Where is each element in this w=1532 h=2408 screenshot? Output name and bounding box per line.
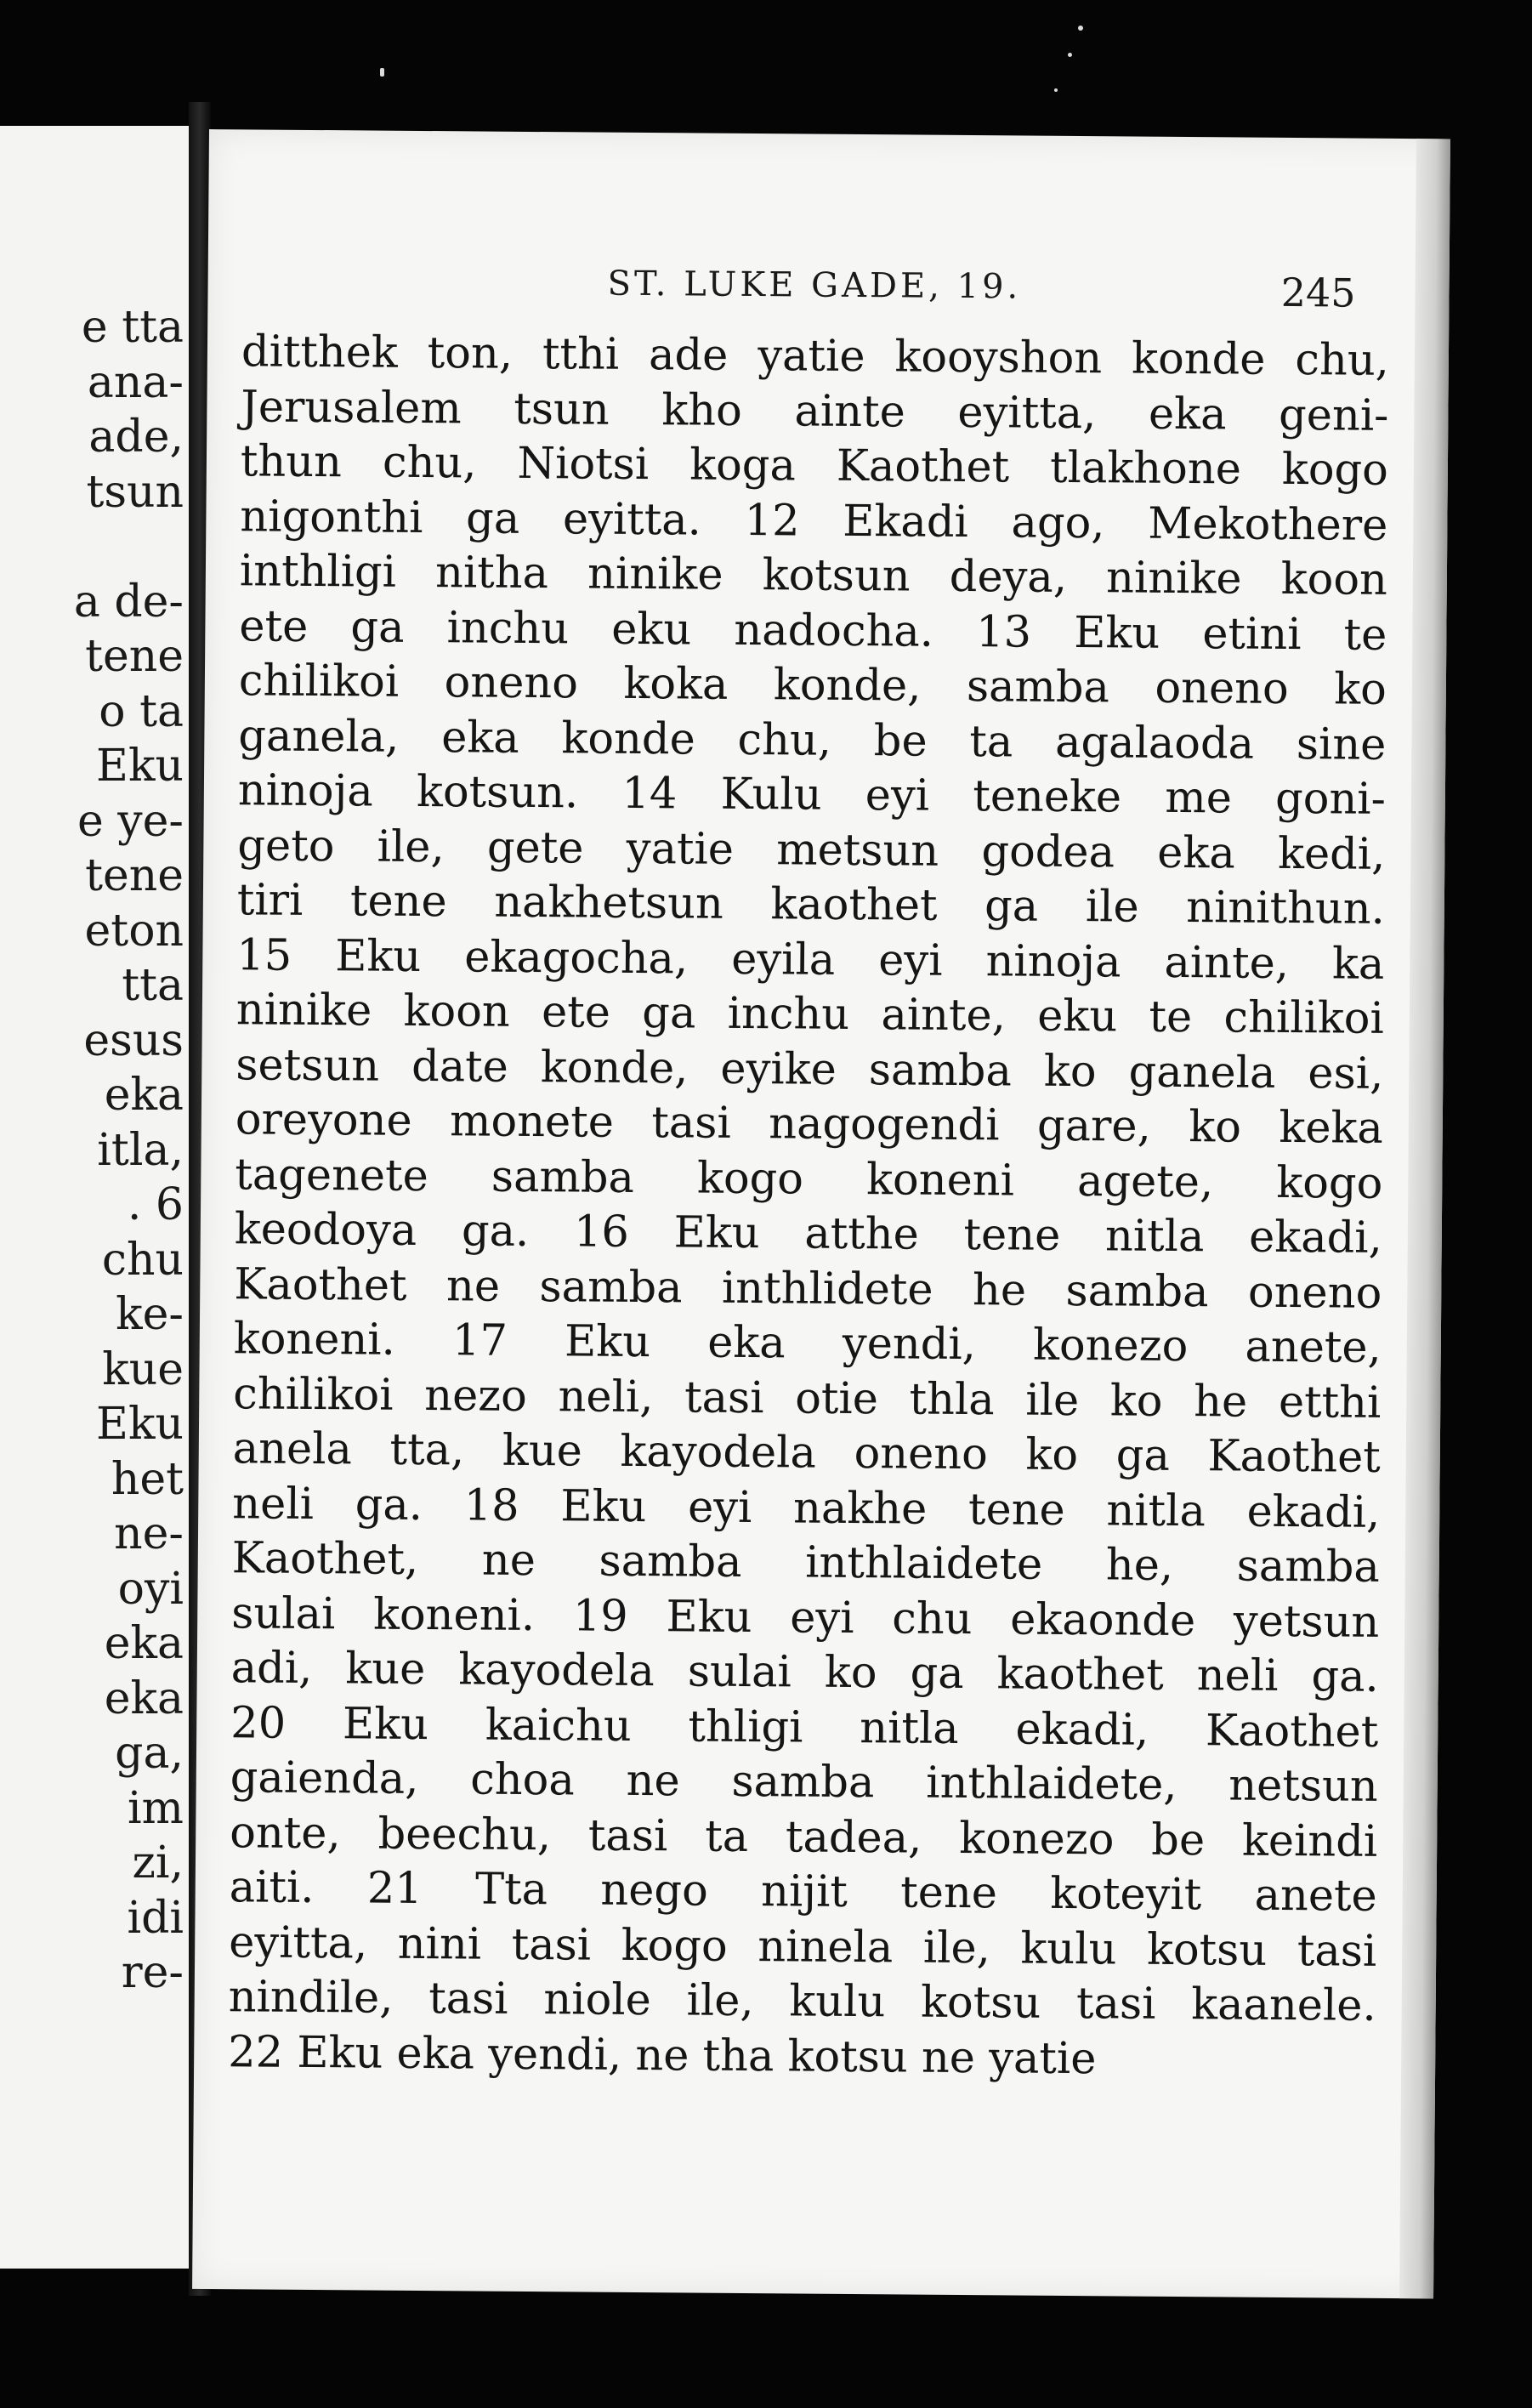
page-edge — [1399, 139, 1450, 2298]
text-line: Kaothet, ne samba inthlaidete he, samba — [231, 1533, 1380, 1593]
previous-page-line: Eku — [96, 1399, 184, 1450]
previous-page-line: ga, — [115, 1728, 184, 1779]
text-line: anela tta, kue kayodela oneno ko ga Kaothet — [232, 1423, 1382, 1483]
text-line: koneni. 17 Eku eka yendi, konezo anete, — [233, 1314, 1382, 1373]
text-line: ninoja kotsun. 14 Kulu eyi teneke me goni- — [237, 765, 1387, 825]
text-line: Jerusalem tsun kho ainte eyitta, eka geni- — [241, 381, 1389, 441]
scan-speck — [1078, 26, 1083, 31]
text-line: 15 Eku ekagocha, eyila eyi ninoja ainte, ka — [236, 929, 1385, 990]
previous-page-line: Eku — [96, 741, 184, 792]
running-head: ST. LUKE GADE, 19. — [607, 264, 1022, 307]
text-line: 22 Eku eka yendi, ne tha kotsu ne yatie — [228, 2026, 1097, 2084]
scan-speck — [1068, 53, 1072, 57]
previous-page-line: a de- — [73, 576, 184, 628]
text-line: neli ga. 18 Eku eyi nakhe tene nitla ekadi, — [232, 1478, 1381, 1538]
scan-speck — [380, 68, 384, 77]
previous-page-line: chu — [101, 1234, 184, 1286]
text-line: eyitta, nini tasi kogo ninela ile, kulu kotsu tasi — [229, 1917, 1377, 1977]
text-line: ditthek ton, tthi ade yatie kooyshon konde chu, — [241, 327, 1390, 386]
text-line: aiti. 21 Tta nego nijit tene koteyit anete — [229, 1862, 1377, 1922]
previous-page-line: kue — [102, 1343, 184, 1395]
text-line: nigonthi ga eyitta. 12 Ekadi ago, Mekothere — [240, 491, 1388, 551]
previous-page-line: tsun — [86, 466, 184, 518]
page — [192, 129, 1450, 2298]
previous-page-line: e tta — [81, 302, 184, 353]
previous-page-text — [74, 300, 184, 2001]
previous-page-line: tene — [85, 631, 184, 682]
previous-page-line: im — [128, 1782, 184, 1834]
previous-page-line: tta — [122, 960, 184, 1011]
scan-speck — [1054, 88, 1058, 92]
previous-page-line: ana- — [87, 356, 184, 408]
previous-page-fragment — [0, 126, 189, 2269]
text-line: gaienda, choa ne samba inthlaidete, netsun — [230, 1752, 1378, 1812]
text-line: tagenete samba kogo koneni agete, kogo — [235, 1149, 1383, 1209]
previous-page-line: ne- — [114, 1508, 184, 1559]
previous-page-line: eka — [104, 1070, 184, 1121]
previous-page-line: o ta — [99, 685, 184, 737]
previous-page-line: idi — [127, 1892, 184, 1944]
page-number: 245 — [1280, 269, 1356, 316]
text-line: setsun date konde, eyike samba ko ganela esi, — [235, 1039, 1384, 1099]
text-line: inthligi nitha ninike kotsun deya, ninike koon — [239, 546, 1388, 605]
text-line: sulai koneni. 19 Eku eyi chu ekaonde yetsun — [231, 1587, 1380, 1648]
text-line: 20 Eku kaichu thligi nitla ekadi, Kaothet — [230, 1697, 1379, 1758]
text-line: tiri tene nakhetsun kaothet ga ile ninithun. — [236, 875, 1386, 934]
previous-page-line — [74, 520, 184, 575]
text-line: ganela, eka konde chu, be ta agalaoda sine — [238, 710, 1387, 770]
text-line: geto ile, gete yatie metsun godea eka kedi, — [237, 820, 1386, 880]
previous-page-line: e ye- — [77, 795, 184, 847]
text-line: adi, kue kayodela sulai ko ga kaothet neli ga. — [230, 1643, 1379, 1702]
previous-page-line: eka — [104, 1618, 184, 1669]
text-line: ninike koon ete ga inchu ainte, eku te chilikoi — [235, 985, 1385, 1044]
previous-page-line: eka — [104, 1673, 184, 1724]
body-text — [228, 325, 1389, 2089]
previous-page-line: oyi — [117, 1563, 184, 1615]
text-line: chilikoi oneno koka konde, samba oneno ko — [238, 656, 1387, 715]
previous-page-line: ke- — [116, 1289, 184, 1340]
previous-page-line: eton — [84, 905, 184, 957]
text-line: oreyone monete tasi nagogendi gare, ko keka — [235, 1094, 1384, 1154]
page-header — [207, 261, 1382, 330]
text-line: thun chu, Niotsi koga Kaothet tlakhone kogo — [240, 436, 1389, 496]
text-line: chilikoi nezo neli, tasi otie thla ile ko he etthi — [233, 1368, 1382, 1428]
previous-page-line: . 6 — [127, 1179, 184, 1230]
text-line: onte, beechu, tasi ta tadea, konezo be keindi — [230, 1807, 1378, 1867]
previous-page-line: ade, — [88, 412, 184, 463]
previous-page-line: esus — [83, 1014, 184, 1066]
previous-page-line: zi, — [132, 1837, 184, 1888]
text-line: ete ga inchu eku nadocha. 13 Eku etini te — [239, 600, 1387, 661]
text-line: nindile, tasi niole ile, kulu kotsu tasi kaanele. — [228, 1972, 1376, 2031]
previous-page-line: het — [111, 1453, 184, 1505]
previous-page-line: re- — [121, 1947, 184, 1998]
text-line: keodoya ga. 16 Eku atthe tene nitla ekadi, — [234, 1204, 1383, 1264]
previous-page-line: tene — [85, 850, 184, 901]
text-line: Kaothet ne samba inthlidete he samba oneno — [234, 1258, 1382, 1319]
previous-page-line: itla, — [97, 1124, 184, 1176]
